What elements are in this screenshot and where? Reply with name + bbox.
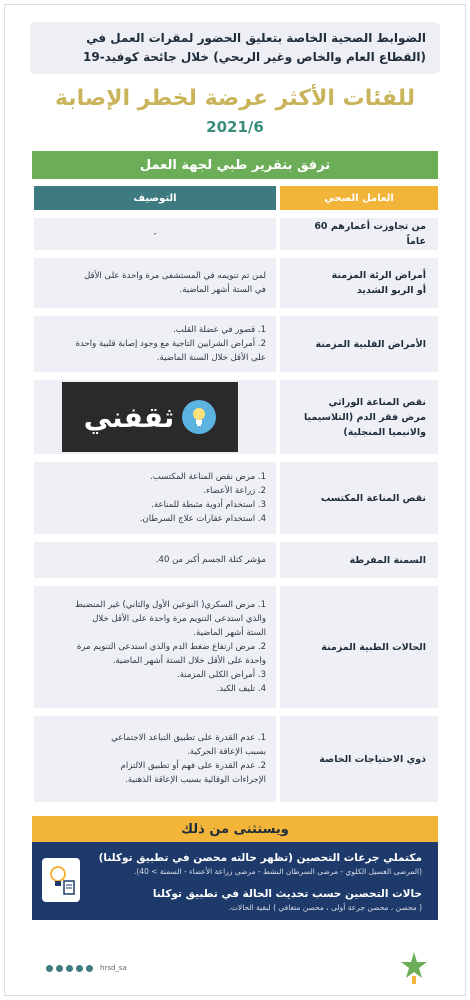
factor-line: نقص المناعة الوراثي: [328, 396, 426, 408]
row-factor: [280, 542, 438, 578]
watermark-logo: [62, 382, 238, 452]
exception-item-note: ( محصن ، محصن جرعة أولى ، محصن متعافي ) لبقية الحالات.: [228, 903, 422, 912]
row-description: [34, 316, 276, 372]
date-label: 2021/6: [206, 118, 264, 136]
subtitle-bar: ترفق بتقرير طبي لجهة العمل: [32, 151, 438, 179]
description-line: والذي استدعى التنويم مرة واحدة على الأقل خلال: [92, 614, 266, 624]
row-factor: [280, 586, 438, 708]
table-row: [34, 218, 438, 250]
row-description: [34, 716, 276, 802]
exception-item-note: (المرضى الغسيل الكلوي - مرضى السرطان النشط - مرضى زراعة الأعضاء - السمنة > 40).: [134, 867, 422, 876]
social-icon[interactable]: [76, 965, 83, 972]
description-line: 2. زراعة الأعضاء.: [203, 486, 266, 496]
description-line: 1. عدم القدرة على تطبيق التباعد الاجتماعي: [111, 733, 266, 743]
description-line: 1. مرض نقص المناعة المكتسب.: [150, 472, 266, 482]
row-factor: [280, 218, 438, 250]
watermark-text: ثقفني: [83, 400, 175, 434]
social-icon[interactable]: [46, 965, 53, 972]
top-banner: [30, 22, 440, 74]
table-row: [34, 316, 438, 372]
social-handle: hrsd_sa: [100, 964, 127, 972]
factor-line: نقص المناعة المكتسب: [320, 492, 426, 504]
description-line: -: [153, 229, 157, 239]
row-factor: [280, 258, 438, 308]
table-row: [34, 716, 438, 802]
exception-item-title: حالات التحصين حسب تحديث الحالة في تطبيق توكلنا: [152, 888, 422, 900]
description-line: 1. قصور في عضلة القلب.: [173, 325, 266, 335]
lightbulb-document-icon: [42, 858, 80, 902]
banner-line-1: الضوابط الصحية الخاصة بتعليق الحضور لمقرات العمل في: [86, 31, 426, 45]
description-line: 2. عدم القدرة على فهم أو تطبيق الالتزام: [120, 761, 266, 771]
description-line: 4. استخدام عقارات علاج السرطان.: [139, 514, 266, 524]
row-factor: [280, 380, 438, 454]
table-row: [34, 258, 438, 308]
social-icon[interactable]: [56, 965, 63, 972]
column-header-factor: العامل الصحي: [280, 186, 438, 210]
row-description: [34, 542, 276, 578]
table-row: [34, 542, 438, 578]
factor-line: من تجاوزت أعمارهم 60 عاماً: [314, 221, 426, 247]
description-line: لمن تم تنويمه في المستشفى مرة واحدة على الأقل: [84, 271, 266, 281]
social-links: [46, 964, 127, 972]
description-line: الستة أشهر الماضية.: [193, 628, 266, 638]
description-line: الإجراءات الوقائية بسبب الإعاقة الذهنية.: [125, 775, 266, 785]
row-factor: [280, 716, 438, 802]
banner-line-2: (القطاع العام والخاص وغير الربحي) خلال جائحة كوفيد-19: [83, 50, 426, 64]
description-line: 3. أمراض الكلى المزمنة.: [177, 670, 266, 680]
lightbulb-icon: [182, 400, 216, 434]
description-line: 2. مرض ارتفاع ضغط الدم والذي استدعى التنويم مرة: [76, 642, 266, 652]
description-line: على الأقل خلال السنة الماضية.: [156, 353, 266, 363]
factor-line: مرض فقر الدم (التلاسيميا: [303, 411, 426, 423]
exceptions-box: [32, 816, 438, 920]
social-icon[interactable]: [86, 965, 93, 972]
description-line: مؤشر كتلة الجسم أكبر من 40.: [155, 555, 266, 565]
exceptions-title: ويستثنى من ذلك: [32, 816, 438, 842]
factor-line: الأمراض القلبية المزمنة: [315, 338, 426, 350]
description-line: 2. أمراض الشرايين التاجية مع وجود إصابة قلبية واحدة: [75, 339, 266, 349]
social-icon[interactable]: [66, 965, 73, 972]
row-description: [34, 586, 276, 708]
factor-line: الحالات الطبية المزمنة: [321, 641, 426, 653]
description-line: 1. مرض السكري( النوعين الأول والثاني) غير المنضبط: [74, 600, 266, 610]
page-title: للفئات الأكثر عرضة لخطر الإصابة: [54, 86, 416, 111]
description-line: في الستة أشهر الماضية.: [179, 285, 266, 295]
factor-line: ذوي الاحتياجات الخاصة: [319, 753, 426, 765]
table-row: [34, 586, 438, 708]
exception-item: [77, 852, 422, 876]
column-header-description: التوصيف: [34, 186, 276, 210]
factor-line: والانيميا المنجلية): [343, 426, 426, 438]
table-row: [34, 462, 438, 534]
row-description: [34, 218, 276, 250]
factor-line: السمنة المفرطة: [349, 554, 426, 566]
row-factor: [280, 316, 438, 372]
description-line: بسبب الإعاقة الحركية.: [187, 747, 266, 757]
ministry-logo-icon: [396, 950, 432, 986]
row-description: [34, 258, 276, 308]
row-description: [34, 462, 276, 534]
factor-line: أمراض الرئة المزمنة: [331, 270, 426, 281]
factor-line: أو الربو الشديد: [356, 285, 426, 296]
exception-item-title: مكتملي جرعات التحصين (تظهر حالته محصن في تطبيق توكلنا): [98, 852, 422, 864]
row-factor: [280, 462, 438, 534]
exception-item: [77, 888, 422, 912]
description-line: 3. استخدام أدوية مثبطة للمناعة.: [151, 500, 266, 510]
description-line: واحدة على الأقل خلال الستة أشهر الماضية.: [112, 656, 266, 666]
description-line: 4. تليف الكبد.: [216, 684, 266, 694]
